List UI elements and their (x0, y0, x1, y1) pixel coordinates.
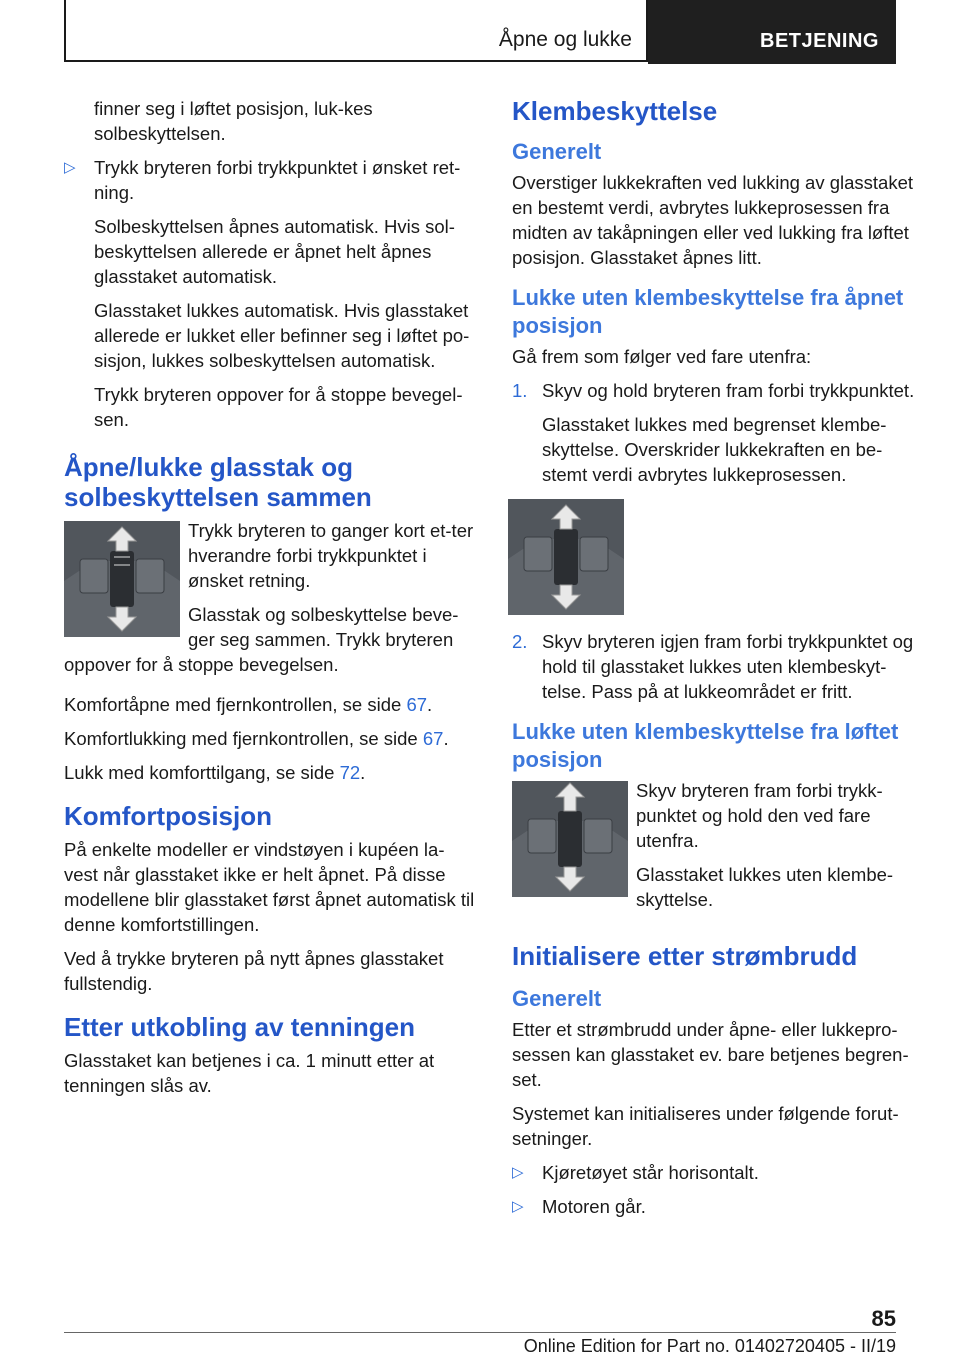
page-link[interactable]: 67 (422, 728, 444, 749)
paragraph: Gå frem som følger ved fare utenfra: (512, 346, 812, 367)
list-item (512, 1160, 926, 1185)
section-heading: Etter utkobling av tenningen (64, 1012, 416, 1042)
page-header (64, 0, 896, 64)
section-title-box (64, 0, 648, 62)
paragraph: Etter et strømbrudd under åpne- eller lukkepro-sessen kan glasstaket ev. bare betjenes begren-set. (512, 1019, 909, 1090)
paragraph: Glasstaket lukkes med begrenset klembe-skyttelse. Overskrider lukkekraften en be-stemt verdi avbrytes lukkeprosessen. (542, 414, 887, 485)
paragraph: Trykk bryteren oppover for å stoppe bevegel-sen. (94, 384, 463, 430)
cross-reference: Komfortåpne med fjernkontrollen, se side 67. (64, 694, 433, 715)
cross-reference: Lukk med komforttilgang, se side 72. (64, 762, 366, 783)
chapter-title: BETJENING (760, 30, 879, 52)
roof-switch-image (64, 521, 180, 637)
paragraph: Ved å trykke bryteren på nytt åpnes glasstaket fullstendig. (64, 948, 444, 994)
list-item-text: Trykk bryteren forbi trykkpunktet i ønsket ret-ning. (94, 157, 461, 203)
list-item-text: Motoren går. (542, 1196, 646, 1217)
page-number: 85 (871, 1306, 896, 1331)
footer-divider (64, 1332, 896, 1333)
roof-switch-image (508, 499, 624, 615)
section-heading: Åpne/lukke glasstak og solbeskyttelsen sammen (64, 452, 372, 512)
edition-text: Online Edition for Part no. 01402720405 - II/19 (523, 1336, 896, 1356)
section-heading: Initialisere etter strømbrudd (512, 941, 858, 971)
triangle-bullet-icon: ▷ (512, 1164, 524, 1181)
left-column (64, 96, 478, 1107)
paragraph: Glasstaket lukkes uten klembe-skyttelse. (636, 864, 894, 910)
section-heading: Komfortposisjon (64, 801, 272, 831)
chapter-tab (648, 0, 896, 64)
cross-reference: Komfortlukking med fjernkontrollen, se side 67. (64, 728, 449, 749)
list-item (512, 1194, 926, 1219)
paragraph: På enkelte modeller er vindstøyen i kupéen la-vest når glasstaket ikke er helt åpnet. På disse modellene blir glasstaket først åpnet automatisk til denne komfortstillingen. (64, 839, 475, 935)
page-link[interactable]: 72 (339, 762, 361, 783)
paragraph: Trykk bryteren to ganger kort et-ter hverandre forbi trykkpunktet i ønsket retning. (188, 520, 474, 591)
hand-pointer-icon (896, 22, 922, 52)
paragraph: Solbeskyttelsen åpnes automatisk. Hvis sol-beskyttelsen allerede er åpnet helt åpnes glasstaket automatisk. (94, 216, 455, 287)
list-item-text: Kjøretøyet står horisontalt. (542, 1162, 759, 1183)
section-heading: Klembeskyttelse (512, 96, 718, 126)
list-item (64, 155, 478, 205)
paragraph: Glasstaket lukkes automatisk. Hvis glasstaket allerede er lukket eller befinner seg i løftet po-sisjon, lukkes solbeskyttelsen automatisk. (94, 300, 470, 371)
paragraph: Systemet kan initialiseres under følgende forut-setninger. (512, 1103, 899, 1149)
subsection-heading: Generelt (512, 986, 602, 1011)
paragraph: Skyv bryteren fram forbi trykk-punktet og hold den ved fare utenfra. (636, 780, 883, 851)
triangle-bullet-icon: ▷ (64, 159, 76, 176)
triangle-bullet-icon: ▷ (512, 1198, 524, 1215)
step-number: 1. (512, 380, 528, 401)
list-item (512, 378, 926, 403)
subsection-heading: Lukke uten klembeskyttelse fra åpnet posisjon (512, 285, 904, 338)
list-item-text: Skyv bryteren igjen fram forbi trykkpunktet og hold til glasstaket lukkes uten klembeskyt-telse. Pass på at lukkeområdet er fritt. (542, 631, 914, 702)
page-link[interactable]: 67 (406, 694, 428, 715)
step-number: 2. (512, 631, 528, 652)
list-item-text: Skyv og hold bryteren fram forbi trykkpunktet. (542, 380, 915, 401)
section-title: Åpne og lukke (498, 28, 632, 51)
subsection-heading: Generelt (512, 139, 602, 164)
roof-switch-image (512, 781, 628, 897)
list-item (512, 629, 926, 704)
paragraph: Glasstak og solbeskyttelse beve-ger seg sammen. Trykk bryteren oppover for å stoppe bevegelsen. (64, 604, 459, 675)
paragraph: Glasstaket kan betjenes i ca. 1 minutt etter at tenningen slås av. (64, 1050, 435, 1096)
paragraph: finner seg i løftet posisjon, luk-kes solbeskyttelsen. (94, 98, 373, 144)
right-column (512, 96, 926, 1228)
subsection-heading: Lukke uten klembeskyttelse fra løftet posisjon (512, 719, 899, 772)
paragraph: Overstiger lukkekraften ved lukking av glasstaket en bestemt verdi, avbrytes lukkeprosessen fra midten av takåpningen eller ved lukking fra løftet posisjon. Glasstaket åpnes litt. (512, 172, 914, 268)
